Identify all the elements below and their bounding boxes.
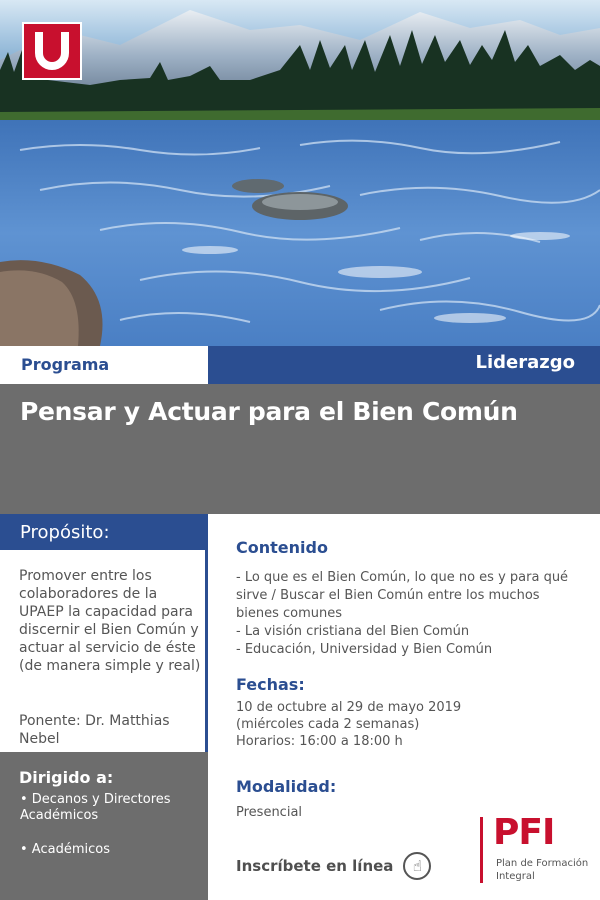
lake-landscape-illustration [0,0,600,346]
pfi-logo: PFI [493,812,555,853]
schedule-line: Horarios: 16:00 a 18:00 h [236,734,403,749]
audience-item: • Decanos y Directores Académicos [20,792,171,823]
dates-line: (miércoles cada 2 semanas) [236,717,420,732]
modality-title: Modalidad: [236,777,337,796]
content-title: Contenido [236,538,328,557]
content-line: - La visión cristiana del Bien Común [236,624,470,639]
audience-title: Dirigido a: [19,768,114,787]
purpose-text: Promover entre los colaboradores de la UPAEP la capacidad para discernir el Bien Común y actuar al servicio de éste (de manera simple y real) [19,568,201,674]
signup-label[interactable]: Inscríbete en línea [236,857,394,875]
pfi-divider [480,817,483,883]
speaker-text: Ponente: Dr. Matthias Nebel [19,713,170,747]
content-line: - Educación, Universidad y Bien Común [236,642,493,657]
purpose-title: Propósito: [20,522,110,543]
upaep-logo [22,22,82,80]
content-line: - Lo que es el Bien Común, lo que no es y para qué sirve / Buscar el Bien Común entre los muchos bienes comunes [236,570,569,621]
audience-item: • Académicos [20,842,110,857]
program-label: Programa [21,355,110,374]
dates-line: 10 de octubre al 29 de mayo 2019 [236,700,462,715]
u-letter-mark [35,32,69,70]
hero-photo [0,0,600,346]
pfi-name: Plan de Formación Integral [496,858,589,882]
category-label: Liderazgo [475,352,575,373]
signup-link[interactable] [236,852,431,880]
modality-value: Presencial [236,805,303,820]
page-title: Pensar y Actuar para el Bien Común [20,397,518,426]
pointing-hand-icon[interactable]: ☝ [403,852,431,880]
dates-title: Fechas: [236,675,305,694]
